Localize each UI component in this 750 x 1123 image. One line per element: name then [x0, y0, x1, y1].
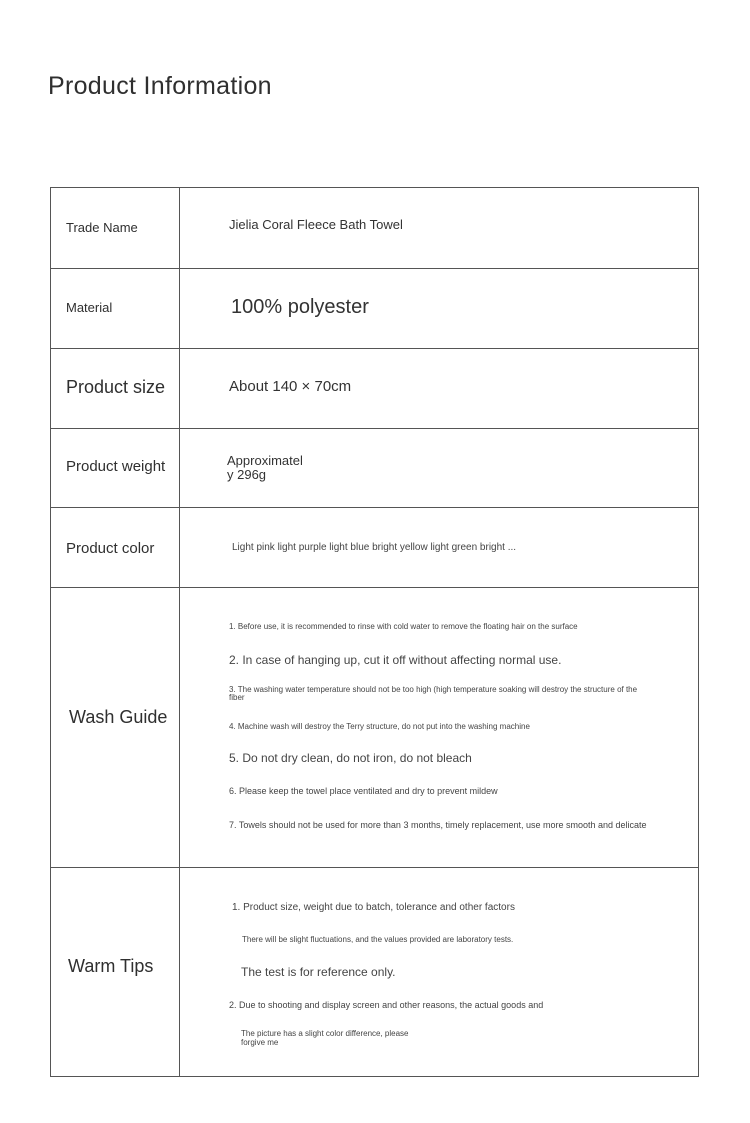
warm-tips-item: 2. Due to shooting and display screen and other reasons, the actual goods and — [229, 1000, 544, 1010]
wash-guide-item: 7. Towels should not be used for more than 3 months, timely replacement, use more smooth and delicate — [229, 820, 647, 830]
product-size-label: Product size — [66, 377, 166, 397]
product-color-label: Product color — [66, 540, 155, 557]
product-weight-label: Product weight — [66, 458, 166, 475]
wash-guide-item: 3. The washing water temperature should not be too high (high temperature soaking will destroy the structure of the — [229, 685, 638, 694]
warm-tips-item: The test is for reference only. — [241, 965, 396, 979]
warm-tips-item: There will be slight fluctuations, and the values provided are laboratory tests. — [242, 935, 514, 944]
trade-name-value: Jielia Coral Fleece Bath Towel — [229, 217, 403, 232]
warm-tips-item: The picture has a slight color difference, please — [241, 1029, 409, 1038]
row-divider — [51, 428, 698, 429]
warm-tips-item: 1. Product size, weight due to batch, tolerance and other factors — [232, 902, 515, 913]
row-divider — [51, 268, 698, 269]
wash-guide-item: fiber — [229, 693, 245, 702]
wash-guide-label: Wash Guide — [69, 707, 168, 727]
wash-guide-item: 5. Do not dry clean, do not iron, do not bleach — [229, 751, 472, 765]
wash-guide-item: 1. Before use, it is recommended to rinse with cold water to remove the floating hair on the surface — [229, 622, 578, 631]
product-info-table — [50, 187, 699, 1077]
product-color-value: Light pink light purple light blue bright yellow light green bright ... — [232, 542, 517, 553]
product-weight-value-line2: y 296g — [227, 467, 267, 482]
row-divider — [51, 507, 698, 508]
product-weight-value-line1: Approximatel — [227, 453, 303, 468]
wash-guide-item: 6. Please keep the towel place ventilated and dry to prevent mildew — [229, 786, 498, 796]
wash-guide-item: 2. In case of hanging up, cut it off without affecting normal use. — [229, 653, 562, 667]
column-divider — [179, 188, 180, 1076]
material-label: Material — [66, 300, 113, 315]
trade-name-label: Trade Name — [66, 220, 138, 235]
row-divider — [51, 348, 698, 349]
row-divider — [51, 587, 698, 588]
material-value: 100% polyester — [231, 296, 369, 318]
warm-tips-item: forgive me — [241, 1038, 279, 1047]
warm-tips-label: Warm Tips — [68, 956, 154, 976]
row-divider — [51, 867, 698, 868]
wash-guide-item: 4. Machine wash will destroy the Terry structure, do not put into the washing machine — [229, 722, 530, 731]
product-size-value: About 140 × 70cm — [229, 378, 352, 395]
page-title: Product Information — [48, 72, 272, 100]
